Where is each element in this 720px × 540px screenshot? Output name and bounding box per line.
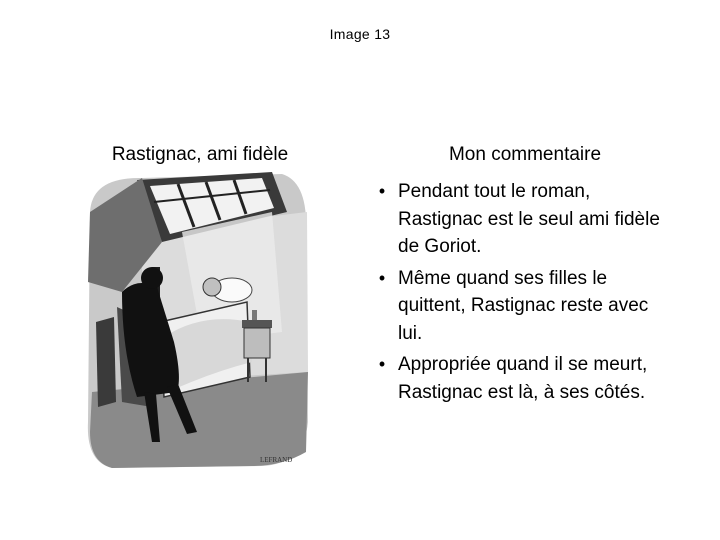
bullet-text: Même quand ses filles le quittent, Rastignac reste avec lui. [398, 267, 649, 344]
bullet-text: Appropriée quand il se meurt, Rastignac est là, à ses côtés. [398, 354, 648, 403]
bullet-text: Pendant tout le roman, Rastignac est le seul ami fidèle de Goriot. [398, 181, 660, 257]
slide-label: Image 13 [329, 26, 391, 42]
bullet-icon: • [378, 267, 386, 288]
illustration-caption: Rastignac, ami fidèle [111, 144, 289, 165]
commentary-list [366, 178, 666, 410]
list-item [366, 178, 666, 261]
engraver-signature: LEFRAND [260, 456, 293, 464]
bullet-icon: • [378, 181, 386, 201]
engraving-illustration [82, 172, 312, 472]
list-item [366, 265, 666, 348]
list-item [366, 351, 666, 406]
bullet-icon: • [378, 354, 386, 374]
commentary-title: Mon commentaire [448, 144, 602, 165]
